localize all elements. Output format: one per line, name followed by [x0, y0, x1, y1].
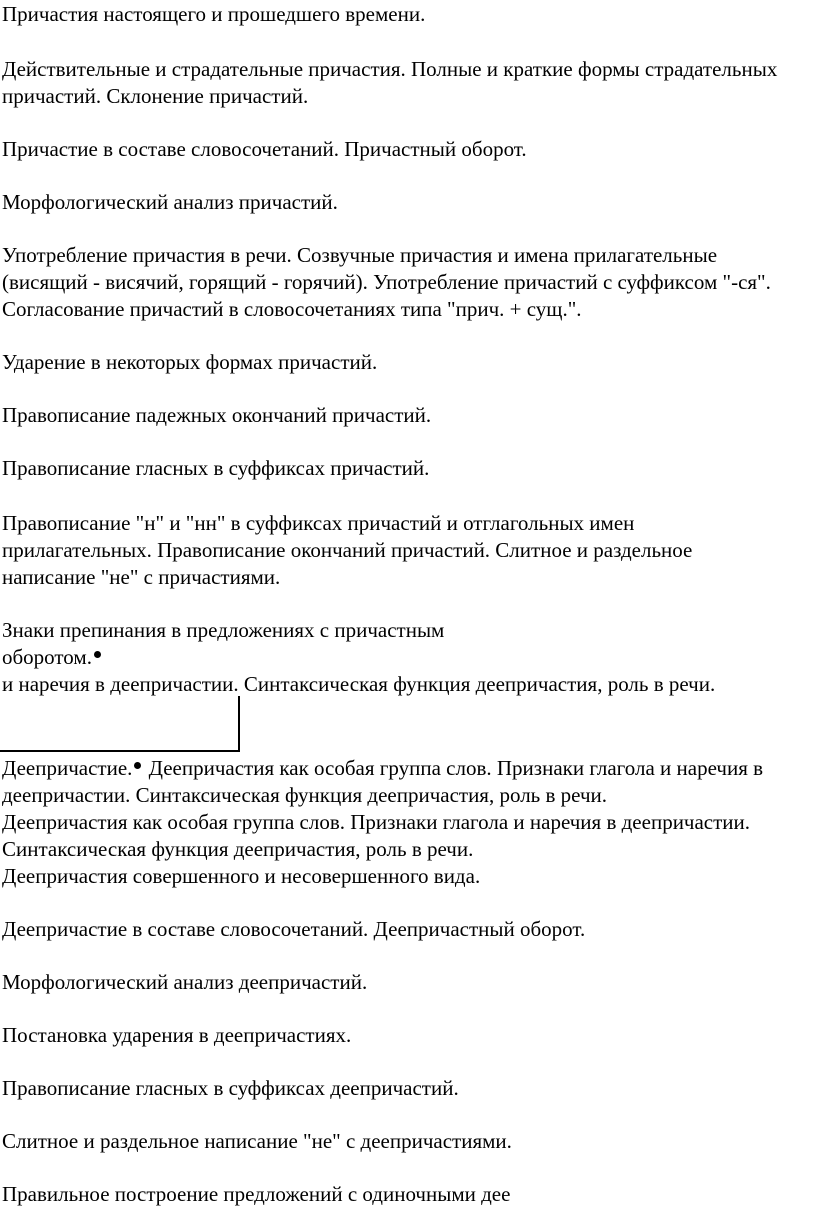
text-line: Синтаксическая функция деепричастия, роль в речи. [2, 837, 474, 861]
text-line: Морфологический анализ деепричастий. [2, 970, 368, 994]
text-line: Употребление причастия в речи. Созвучные причастия и имена прилагательные [2, 243, 718, 267]
text-line: написание "не" с причастиями. [2, 565, 281, 589]
text-line: Правописание гласных в суффиксах деепричастий. [2, 1076, 459, 1100]
text-line-with-bullet [2, 755, 763, 781]
text-line: Действительные и страдательные причастия. Полные и краткие формы страдательных [2, 57, 778, 81]
text-line: Причастия настоящего и прошедшего времени. [2, 2, 426, 26]
text-line-with-bullet [2, 644, 103, 670]
text-fragment: оборотом. [2, 645, 92, 669]
text-line: Слитное и раздельное написание "не" с деепричастиями. [2, 1129, 512, 1153]
text-line: Деепричастие в составе словосочетаний. Деепричастный оборот. [2, 917, 586, 941]
text-line: прилагательных. Правописание окончаний причастий. Слитное и раздельное [2, 538, 693, 562]
text-line: Деепричастия совершенного и несовершенного вида. [2, 864, 481, 888]
text-line: (висящий - висячий, горящий - горячий). Употребление причастий с суффиксом "-ся". [2, 270, 771, 294]
text-line: Ударение в некоторых формах причастий. [2, 350, 378, 374]
empty-frame [0, 696, 240, 752]
bullet-dot-icon [94, 651, 101, 658]
text-line: Постановка ударения в деепричастиях. [2, 1023, 352, 1047]
text-line: Согласование причастий в словосочетаниях типа "прич. + сущ.". [2, 297, 582, 321]
text-fragment: Деепричастия как особая группа слов. Признаки глагола и наречия в [143, 756, 764, 780]
text-line: Морфологический анализ причастий. [2, 190, 338, 214]
text-line: Причастие в составе словосочетаний. Причастный оборот. [2, 137, 527, 161]
text-line: Знаки препинания в предложениях с причастным [2, 618, 445, 642]
text-fragment: Деепричастие. [2, 756, 133, 780]
text-line: Правописание падежных окончаний причастий. [2, 403, 432, 427]
text-line: Деепричастия как особая группа слов. Признаки глагола и наречия в деепричастии. [2, 810, 751, 834]
bullet-dot-icon [134, 762, 141, 769]
text-line: деепричастии. Синтаксическая функция деепричастия, роль в речи. [2, 783, 608, 807]
text-line: Правописание "н" и "нн" в суффиксах причастий и отглагольных имен [2, 511, 635, 535]
text-line: Правописание гласных в суффиксах причастий. [2, 456, 430, 480]
text-line: и наречия в деепричастии. Синтаксическая функция деепричастия, роль в речи. [2, 672, 716, 696]
text-line: причастий. Склонение причастий. [2, 84, 309, 108]
text-line: Правильное построение предложений с одиночными дее [2, 1182, 511, 1206]
